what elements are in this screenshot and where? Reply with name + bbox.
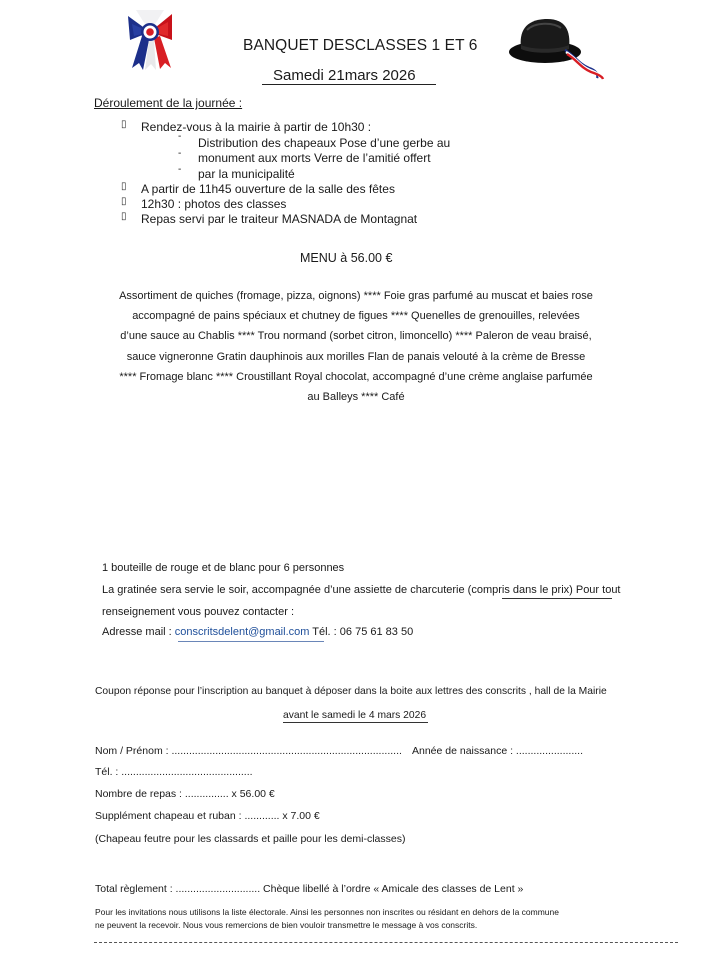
page-title: BANQUET DESCLASSES 1 ET 6 [243,37,478,54]
email-underline [178,641,324,642]
dash-icon: - [178,164,182,175]
dash-icon: - [178,131,182,142]
footnote-line: ne peuvent la recevoir. Nous vous remercions de bien vouloir transmettre le message à vos conscrits. [95,920,478,930]
date-underline [262,84,436,85]
bullet-icon: ▯ [121,181,127,192]
email-link[interactable]: conscritsdelent@gmail.com [174,626,310,638]
bullet-icon: ▯ [121,119,127,130]
deadline-underline [283,722,428,723]
hat-supplement-field[interactable]: Supplément chapeau et ruban : ............ x 7.00 € [95,810,320,822]
hat-note: (Chapeau feutre pour les classards et paille pour les demi-classes) [95,833,406,845]
menu-description: Assortiment de quiches (fromage, pizza, oignons) **** Foie gras parfumé au muscat et baies rose accompagné de pains spéciaux et chutney de figues **** Quenelles de grenouilles, relevées d’une sauce au Chablis **** Trou normand (sorbet citron, limoncello) **** Paleron de veau braisé, sauce vigneronne Gratin dauphinois aux morilles Flan de panais velouté à la crème de Bresse **** Fromage blanc **** Croustillant Royal chocolat, accompagné d’une crème anglaise parfumée au Balleys **** Café [119,290,593,404]
cut-line-divider [94,942,678,943]
program-subitem: Distribution des chapeaux Pose d’une gerbe au [198,136,451,150]
program-item: Rendez-vous à la mairie à partir de 10h30 : [141,120,372,134]
dash-icon: - [178,148,182,159]
program-item: A partir de 11h45 ouverture de la salle des fêtes [141,182,395,196]
event-date: Samedi 21mars 2026 [273,67,416,84]
phone-number: Tél. : 06 75 61 83 50 [309,626,414,638]
program-subitem: par la municipalité [198,167,295,181]
coupon-intro: Coupon réponse pour l’inscription au banquet à déposer dans la boite aux lettres des conscrits , hall de la Mairie [95,686,607,697]
total-field[interactable]: Total règlement : ............................. Chèque libellé à l’ordre « Amicale des classes de Lent » [95,883,524,895]
tricolor-cockade-icon [122,6,180,72]
program-heading: Déroulement de la journée : [94,96,243,110]
program-item: 12h30 : photos des classes [141,197,287,211]
program-item: Repas servi par le traiteur MASNADA de Montagnat [141,212,418,226]
black-hat-icon [505,12,607,80]
meals-count-field[interactable]: Nombre de repas : ............... x 56.00 € [95,788,275,800]
footnote-line: Pour les invitations nous utilisons la liste électorale. Ainsi les personnes non inscrites ou résidant en dehors de la commune [95,907,559,917]
program-subitem: monument aux morts Verre de l’amitié offert [198,151,431,165]
menu-heading: MENU à 56.00 € [300,251,393,265]
phone-field[interactable]: Tél. : ............................................. [95,766,253,778]
gratinee-info: La gratinée sera servie le soir, accompagnée d’une assiette de charcuterie (compris dans le prix) Pour tout [102,584,621,596]
name-field[interactable]: Nom / Prénom : ............................................................................... [95,745,402,757]
coupon-deadline: avant le samedi le 4 mars 2026 [283,710,427,721]
mail-label: Adresse mail : [102,626,175,638]
wine-info: 1 bouteille de rouge et de blanc pour 6 personnes [102,562,345,574]
contact-details [102,626,413,638]
price-underline [502,598,612,599]
birth-year-field[interactable]: Année de naissance : ....................... [412,745,584,757]
bullet-icon: ▯ [121,211,127,222]
bullet-icon: ▯ [121,196,127,207]
contact-line: renseignement vous pouvez contacter : [102,606,295,618]
